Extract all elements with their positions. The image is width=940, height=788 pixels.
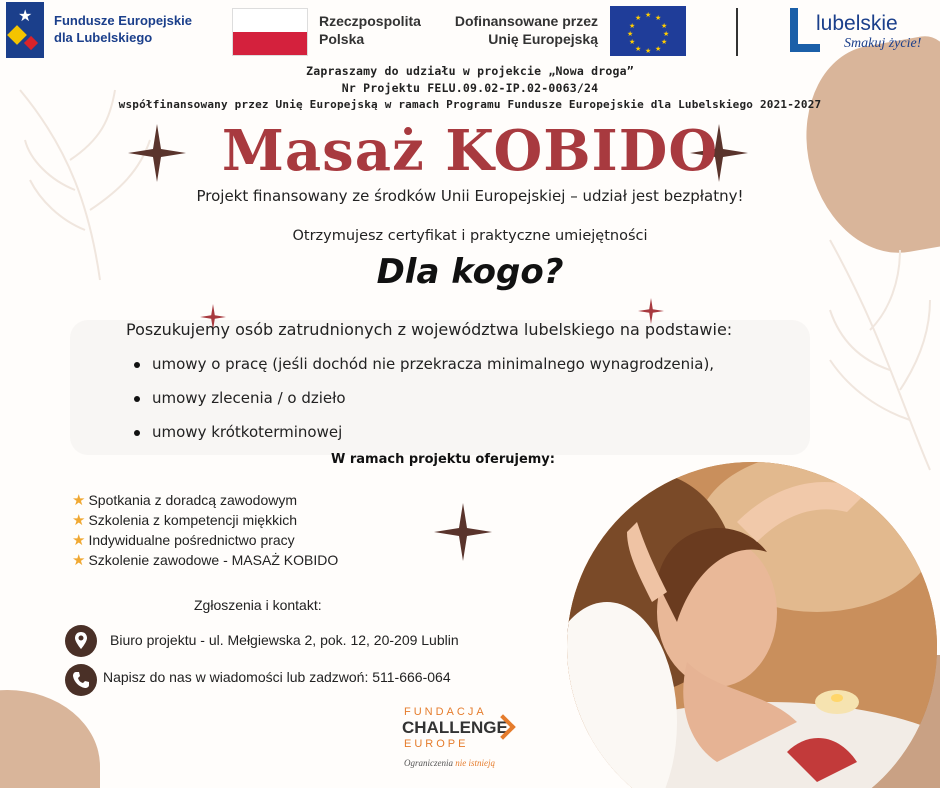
massage-illustration-icon [567, 462, 937, 788]
fe-line2: dla Lubelskiego [54, 30, 153, 45]
recruitment-heading: Poszukujemy osób zatrudnionych z województwa lubelskiego na podstawie: [126, 320, 733, 339]
contact-heading: Zgłoszenia i kontakt: [194, 597, 322, 613]
fundacja-challenge-europe-logo [398, 706, 528, 776]
list-item [134, 422, 714, 456]
foundation-line1: FUNDACJA [404, 706, 487, 718]
contact-address: Biuro projektu - ul. Mełgiewska 2, pok. 12, 20-209 Lublin [110, 632, 459, 648]
recruitment-list [134, 354, 714, 456]
foundation-line2: CHALLENGE [402, 718, 508, 737]
rp-line2: Polska [319, 31, 365, 47]
fundusze-europejskie-logo-icon: ★ [6, 2, 44, 58]
offer-list [72, 490, 338, 570]
foundation-motto [404, 758, 495, 768]
lubelskie-logo [786, 6, 936, 60]
offer-item-text: Szkolenie zawodowe - MASAŻ KOBIDO [88, 552, 339, 568]
dof-line2: Unię Europejską [488, 31, 598, 47]
subtitle: Projekt finansowany ze środków Unii Europejskiej – udział jest bezpłatny! [196, 187, 744, 205]
star-icon: ★ [72, 512, 86, 529]
offer-item-text: Indywidualne pośrednictwo pracy [88, 532, 295, 548]
rzeczpospolita-text [319, 12, 421, 48]
dof-line1: Dofinansowane przez [454, 13, 598, 29]
offer-item-text: Spotkania z doradcą zawodowym [88, 492, 298, 508]
list-item [72, 490, 338, 510]
rp-line1: Rzeczpospolita [319, 13, 421, 29]
fe-line1: Fundusze Europejskie [54, 13, 192, 28]
bullet-dot-icon [134, 396, 140, 402]
who-heading: Dla kogo? [376, 252, 564, 292]
foundation-motto-main: Ograniczenia [404, 758, 453, 768]
fundusze-europejskie-text [54, 12, 192, 46]
star-icon: ★ [72, 532, 86, 549]
phone-icon [65, 664, 97, 696]
list-item-text: umowy krótkoterminowej [152, 423, 343, 441]
list-item [134, 388, 714, 422]
certificate-text: Otrzymujesz certyfikat i praktyczne umiejętności [292, 228, 648, 244]
list-item [72, 510, 338, 530]
contact-phone: Napisz do nas w wiadomości lub zadzwoń: 511-666-064 [103, 669, 451, 685]
project-info-line1: Zapraszamy do udziału w projekcie „Nowa droga” [306, 64, 634, 78]
polish-flag-icon [232, 8, 308, 56]
bullet-dot-icon [134, 430, 140, 436]
main-title: Masaż KOBIDO [221, 118, 719, 184]
list-item-text: umowy o pracę (jeśli dochód nie przekracza minimalnego wynagrodzenia), [152, 355, 715, 373]
foundation-motto-accent: nie istnieją [455, 758, 495, 768]
map-pin-icon [65, 625, 97, 657]
logo-separator [736, 8, 738, 56]
logo-bar [0, 0, 940, 62]
lubelskie-slogan: Smakuj życie! [844, 36, 922, 51]
offer-item-text: Szkolenia z kompetencji miękkich [88, 512, 297, 528]
list-item [134, 354, 714, 388]
list-item [72, 530, 338, 550]
sparkle-icon [434, 503, 492, 561]
list-item [72, 550, 338, 570]
star-icon: ★ [72, 552, 86, 569]
eu-flag-icon: ★ ★ ★ ★ ★ ★ ★ ★ ★ ★ ★ ★ [610, 6, 686, 56]
decorative-blob-bottom-left [0, 690, 100, 788]
massage-photo [567, 462, 937, 788]
dofinansowane-text [434, 12, 598, 48]
star-icon: ★ [72, 492, 86, 509]
list-item-text: umowy zlecenia / o dzieło [152, 389, 346, 407]
offer-heading: W ramach projektu oferujemy: [331, 452, 555, 467]
project-info-line2: Nr Projektu FELU.09.02-IP.02-0063/24 [341, 81, 599, 95]
project-info-line3: współfinansowany przez Unię Europejską w ramach Programu Fundusze Europejskie dla Lubelskiego 2021-2027 [118, 98, 822, 111]
lubelskie-name: lubelskie [816, 12, 898, 35]
foundation-line3: EUROPE [404, 738, 469, 750]
bullet-dot-icon [134, 362, 140, 368]
